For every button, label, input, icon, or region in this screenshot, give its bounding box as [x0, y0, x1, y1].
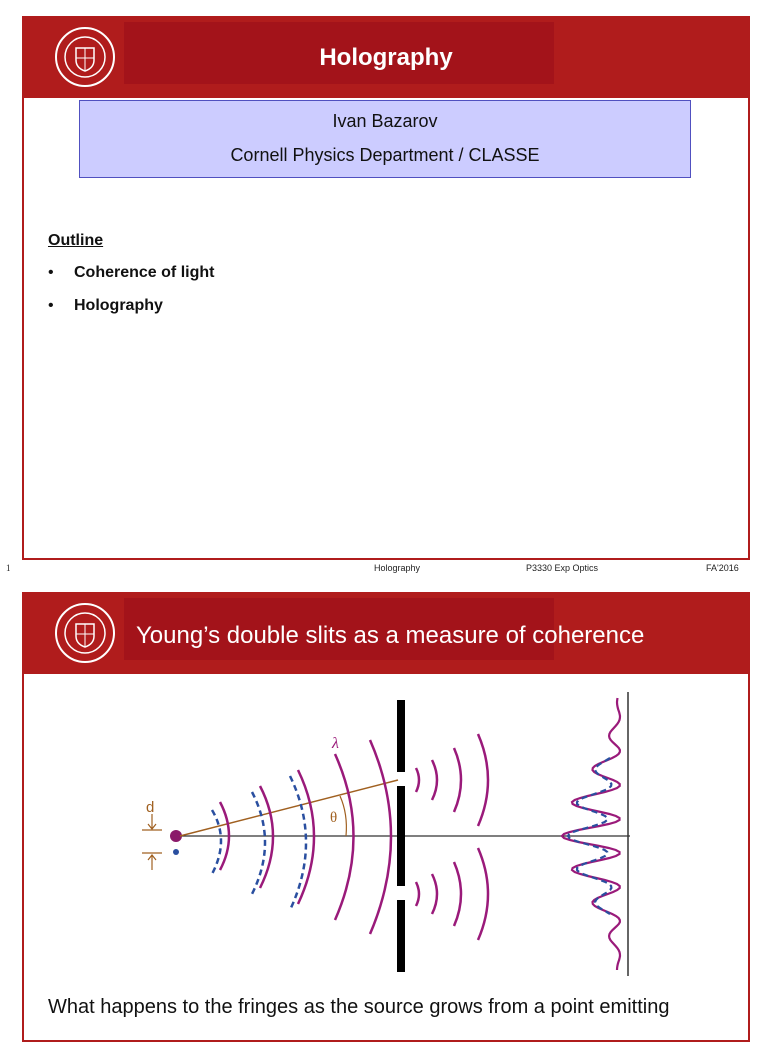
barrier-top [397, 700, 405, 772]
slide-body-text: What happens to the fringes as the source grows from a point emitting [48, 996, 670, 1018]
lambda-label: λ [332, 735, 339, 752]
footer-course: P3330 Exp Optics [526, 563, 599, 573]
bullet-icon: • [48, 264, 54, 281]
outline-heading: Outline [48, 232, 104, 249]
source-point-2 [173, 849, 179, 855]
slide-title: Young’s double slits as a measure of coherence [136, 622, 645, 649]
footer-title: Holography [374, 563, 421, 573]
slide-header [24, 594, 748, 674]
cornell-seal-icon [54, 602, 116, 664]
outline-item: • Coherence of light [48, 264, 215, 281]
theta-label: θ [330, 810, 338, 826]
barrier-bottom [397, 900, 405, 972]
double-slit-diagram [120, 690, 640, 980]
ray [180, 780, 398, 836]
author-box [79, 100, 691, 178]
barrier-middle [397, 786, 405, 886]
fringe-pattern [562, 698, 620, 970]
d-marker [142, 814, 162, 870]
bullet-icon: • [48, 297, 54, 314]
slide-1 [22, 16, 750, 560]
footer-term: FA'2016 [706, 563, 739, 573]
theta-arc [340, 796, 346, 836]
d-label: d [146, 799, 155, 816]
outgoing-wavefronts [416, 734, 488, 940]
slide-title: Holography [319, 44, 453, 71]
author-name: Ivan Bazarov [332, 111, 438, 131]
incoming-wavefronts-dashed [212, 776, 306, 910]
author-affiliation: Cornell Physics Department / CLASSE [230, 145, 540, 165]
outline-item: • Holography [48, 297, 163, 314]
page-number: 1 [6, 563, 11, 573]
slide-header [24, 18, 748, 98]
